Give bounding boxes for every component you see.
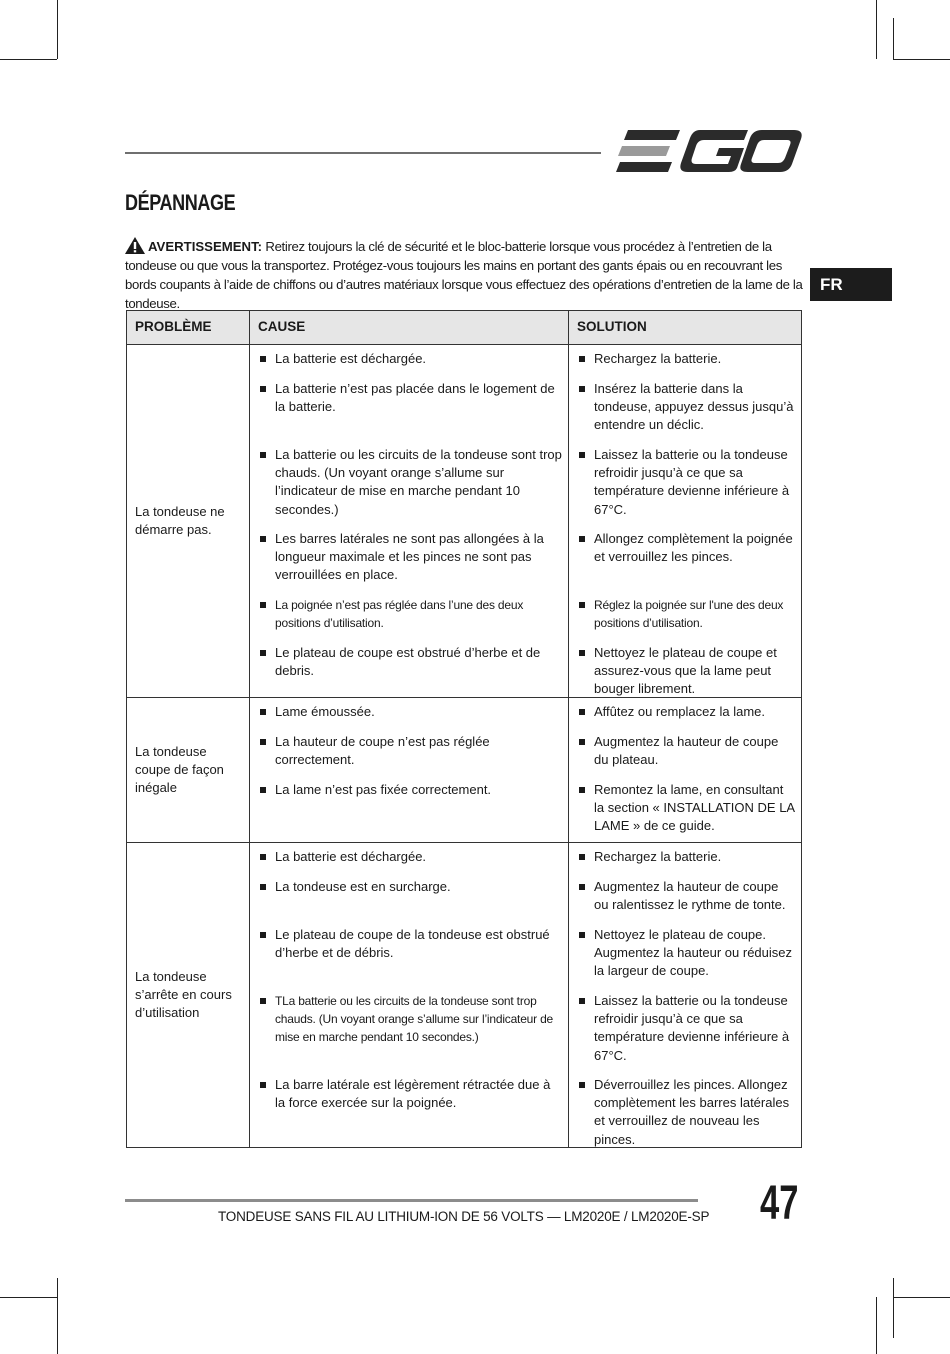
troubleshooting-table: [126, 310, 802, 1148]
crop-mark: [893, 1278, 894, 1338]
solution-item: Rechargez la batterie.: [577, 350, 795, 380]
solution-item: Remontez la lame, en consultant la section « INSTALLATION DE LA LAME » de ce guide.: [577, 781, 795, 837]
problem-cell: La tondeuse coupe de façon inégale: [127, 698, 250, 843]
header-rule: [125, 152, 601, 154]
cause-item: La lame n’est pas fixée correctement.: [258, 781, 562, 837]
cause-cell: [250, 843, 569, 1148]
solution-cell: [569, 345, 802, 698]
solution-item: Laissez la batterie ou la tondeuse refroidir jusqu’à ce que sa température devienne inférieure à 67°C.: [577, 992, 795, 1076]
cause-item: Les barres latérales ne sont pas allongées à la longueur maximale et les pinces ne sont pas verrouillées en place.: [258, 530, 562, 596]
cause-item: Le plateau de coupe est obstrué d’herbe et de debris.: [258, 644, 562, 692]
warning-label: AVERTISSEMENT:: [148, 239, 263, 254]
solution-item: Affûtez ou remplacez la lame.: [577, 703, 795, 733]
column-header-cause: CAUSE: [250, 311, 569, 345]
ego-logo: [616, 128, 802, 174]
problem-cell: La tondeuse s’arrête en cours d’utilisation: [127, 843, 250, 1148]
cause-item: La poignée n’est pas réglée dans l’une des deux positions d’utilisation.: [258, 596, 562, 644]
cause-cell: [250, 698, 569, 843]
footer-rule: [125, 1199, 698, 1202]
solution-item: Nettoyez le plateau de coupe. Augmentez la hauteur ou réduisez la largeur de coupe.: [577, 926, 795, 992]
solution-item: Allongez complètement la poignée et verrouillez les pinces.: [577, 530, 795, 596]
solution-item: Réglez la poignée sur l'une des deux positions d’utilisation.: [577, 596, 795, 644]
cause-item: La batterie est déchargée.: [258, 848, 562, 878]
solution-item: Insérez la batterie dans la tondeuse, appuyez dessus jusqu’à entendre un déclic.: [577, 380, 795, 446]
cause-item: TLa batterie ou les circuits de la tondeuse sont trop chauds. (Un voyant orange s’allume sur l’indicateur de mise en marche pendant 10 secondes.): [258, 992, 562, 1076]
problem-cell: La tondeuse ne démarre pas.: [127, 345, 250, 698]
cause-item: La tondeuse est en surcharge.: [258, 878, 562, 926]
solution-item: Déverrouillez les pinces. Allongez complètement les barres latérales et verrouillez de nouveau les pinces.: [577, 1076, 795, 1142]
crop-mark: [893, 18, 894, 59]
solution-cell: [569, 843, 802, 1148]
language-tab: FR: [810, 268, 892, 301]
table-header-row: [127, 311, 802, 345]
cause-item: La batterie n’est pas placée dans le logement de la batterie.: [258, 380, 562, 446]
crop-mark: [893, 59, 950, 60]
table-row: [127, 345, 802, 698]
crop-mark: [876, 0, 877, 59]
cause-item: La hauteur de coupe n’est pas réglée correctement.: [258, 733, 562, 781]
footer-text: TONDEUSE SANS FIL AU LITHIUM-ION DE 56 VOLTS — LM2020E / LM2020E-SP: [218, 1209, 710, 1224]
cause-item: Lame émoussée.: [258, 703, 562, 733]
page-title: DÉPANNAGE: [125, 190, 236, 215]
warning-triangle-icon: [125, 237, 145, 254]
table-row: [127, 843, 802, 1148]
crop-mark: [57, 0, 58, 59]
cause-item: La batterie ou les circuits de la tondeuse sont trop chauds. (Un voyant orange s’allume sur l’indicateur de mise en marche pendant 10 secondes.): [258, 446, 562, 530]
solution-item: Laissez la batterie ou la tondeuse refroidir jusqu’à ce que sa température devienne inférieure à 67°C.: [577, 446, 795, 530]
solution-item: Nettoyez le plateau de coupe et assurez-vous que la lame peut bouger librement.: [577, 644, 795, 692]
cause-item: La barre latérale est légèrement rétractée due à la force exercée sur la poignée.: [258, 1076, 562, 1142]
column-header-solution: SOLUTION: [569, 311, 802, 345]
solution-item: Augmentez la hauteur de coupe du plateau.: [577, 733, 795, 781]
cause-item: Le plateau de coupe de la tondeuse est obstrué d’herbe et de débris.: [258, 926, 562, 992]
warning-paragraph: [125, 237, 805, 313]
crop-mark: [0, 1297, 57, 1298]
crop-mark: [57, 1278, 58, 1354]
solution-item: Rechargez la batterie.: [577, 848, 795, 878]
cause-item: La batterie est déchargée.: [258, 350, 562, 380]
column-header-problem: PROBLÈME: [127, 311, 250, 345]
crop-mark: [0, 59, 57, 60]
table-row: [127, 698, 802, 843]
solution-cell: [569, 698, 802, 843]
crop-mark: [893, 1297, 950, 1298]
solution-item: Augmentez la hauteur de coupe ou ralentissez le rythme de tonte.: [577, 878, 795, 926]
page-number: 47: [760, 1177, 799, 1230]
crop-mark: [876, 1297, 877, 1354]
warning-text: Retirez toujours la clé de sécurité et le bloc-batterie lorsque vous procédez à l’entretien de la tondeuse ou que vous la transportez. Protégez-vous toujours les mains en portant des gants épais ou en recouvrant les bords coupants à l’aide de chiffons ou d’autres matériaux lorsque vous effectuez des opérations d’entretien de la lame de la tondeuse.: [125, 239, 803, 311]
cause-cell: [250, 345, 569, 698]
